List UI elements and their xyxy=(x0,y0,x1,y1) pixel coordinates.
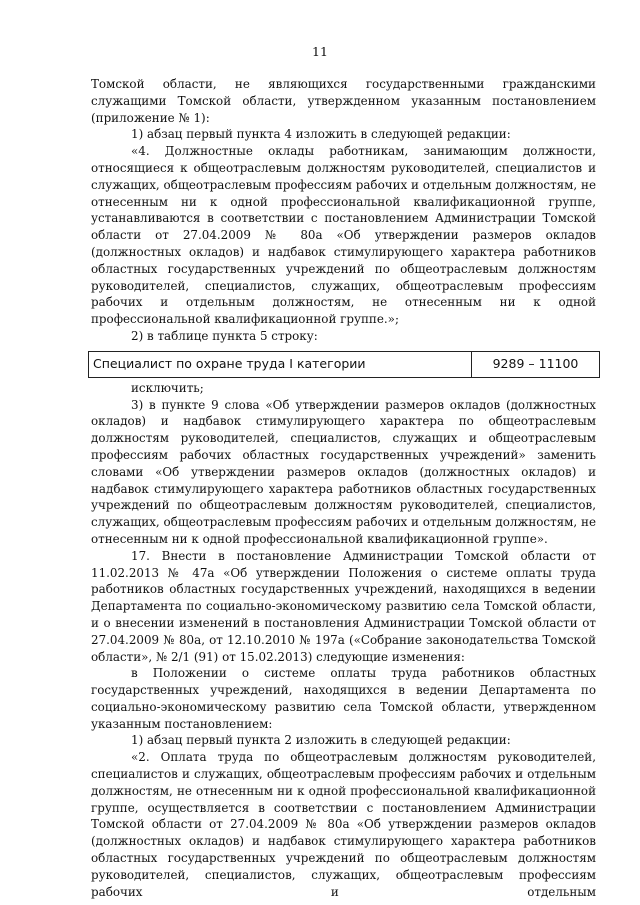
document-body xyxy=(91,76,596,900)
paragraph: 1) абзац первый пункта 4 изложить в следующей редакции: xyxy=(131,127,511,142)
salary-table xyxy=(88,351,600,378)
paragraph: 1) абзац первый пункта 2 изложить в следующей редакции: xyxy=(131,733,511,748)
paragraph: в Положении о системе оплаты труда работников областных государственных учреждений, находящихся в ведении Департамента по социально-экономическому развитию села Томской области, утвержденном указанным постановлением: xyxy=(91,666,596,731)
table-row xyxy=(89,351,600,377)
paragraph: «2. Оплата труда по общеотраслевым должностям руководителей, специалистов и служащих, общеотраслевым профессиям рабочих и отдельным должностям, не отнесенным ни к одной профессиональной квалификационной группе, осуществляется в соответствии с постановлением Администрации Томской области от 27.04.2009 № 80а «Об утверждении размеров окладов (должностных окладов) и надбавок стимулирующего характера работников областных государственных учреждений по общеотраслевым должностям руководителей, специалистов, служащих, общеотраслевым профессиям рабочих и отдельным xyxy=(91,750,596,899)
page-number: 11 xyxy=(312,44,328,59)
paragraph: «4. Должностные оклады работникам, занимающим должности, относящиеся к общеотраслевым должностям руководителей, специалистов и служащих, общеотраслевым профессиям рабочих и отдельным должностям, не отнесенным ни к одной профессиональной квалификационной группе, устанавливаются в соответствии с постановлением Администрации Томской области от 27.04.2009 № 80а «Об утверждении размеров окладов (должностных окладов) и надбавок стимулирующего характера работников областных государственных учреждений по общеотраслевым должностям руководителей, специалистов, служащих, общеотраслевым профессиям рабочих и отдельным должностям, не отнесенным ни к одной профессиональной квалификационной группе.»; xyxy=(91,144,596,327)
paragraph: 2) в таблице пункта 5 строку: xyxy=(131,328,318,343)
table-cell-salary-range: 9289 – 11100 xyxy=(472,351,600,377)
paragraph: исключить; xyxy=(131,380,204,395)
paragraph: Томской области, не являющихся государственными гражданскими служащими Томской области, утвержденном указанным постановлением (приложение № 1): xyxy=(91,77,596,125)
paragraph: 17. Внести в постановление Администрации Томской области от 11.02.2013 № 47а «Об утверждении Положения о системе оплаты труда работников областных государственных учреждений, находящихся в ведении Департамента по социально-экономическому развитию села Томской области, и о внесении изменений в постановления Администрации Томской области от 27.04.2009 № 80а, от 12.10.2010 № 197а («Собрание законодательства Томской области», № 2/1 (91) от 15.02.2013) следующие изменения: xyxy=(91,548,596,664)
paragraph: 3) в пункте 9 слова «Об утверждении размеров окладов (должностных окладов) и надбавок стимулирующего характера по общеотраслевым должностям руководителей, специалистов, служащих и общеотраслевым профессиям рабочих областных государственных учреждений» заменить словами «Об утверждении размеров окладов (должностных окладов) и надбавок стимулирующего характера работников областных государственных учреждений по общеотраслевым должностям руководителей, специалистов, служащих, общеотраслевым профессиям рабочих и отдельным должностям, не отнесенным ни к одной профессиональной квалификационной группе». xyxy=(91,397,596,546)
table-cell-position: Специалист по охране труда I категории xyxy=(89,351,472,377)
